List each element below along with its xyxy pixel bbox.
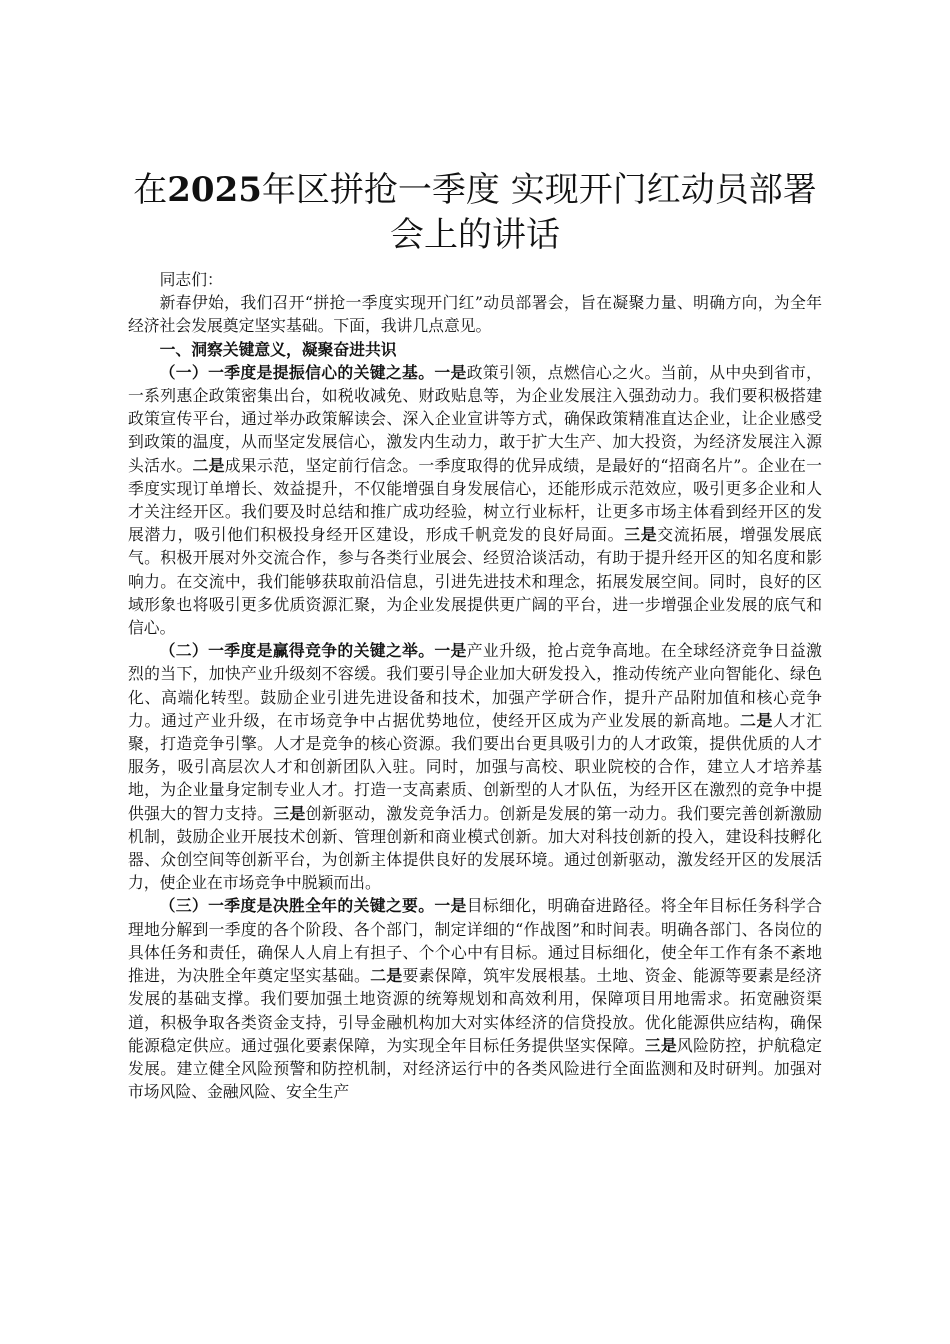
point-lead: 三是 <box>273 803 306 823</box>
point-lead: 一是 <box>434 896 467 916</box>
point-lead: 二是 <box>192 455 225 475</box>
document-page <box>128 168 822 1103</box>
subsection-heading: （二）一季度是赢得竞争的关键之举。 <box>159 641 435 661</box>
point-text: 产业升级，抢占竞争高地。在全球经济竞争日益激烈的当下，加快产业升级刻不容缓。我们要引导企业加大研发投入，推动传统产业向智能化、绿色化、高端化转型。鼓励企业引进先进设备和技术，加强产学研合作，提升产品附加值和核心竞争力。通过产业升级，在市场竞争中占据优势地位，使经开区成为产业发展的新高地。 <box>128 641 822 730</box>
point-lead: 三是 <box>644 1035 677 1055</box>
document-title <box>128 168 822 258</box>
point-text: 风险防控，护航稳定发展。建立健全风险预警和防控机制，对经济运行中的各类风险进行全面监测和及时研判。加强对市场风险、金融风险、安全生产 <box>128 1035 822 1102</box>
subsection-2-paragraph <box>128 639 822 894</box>
section-heading: 一、洞察关键意义，凝聚奋进共识 <box>159 339 397 359</box>
point-lead: 一是 <box>434 362 467 382</box>
point-text: 目标细化，明确奋进路径。将全年目标任务科学合理地分解到一季度的各个阶段、各个部门，制定详细的“作战图”和时间表。明确各部门、各岗位的具体任务和责任，确保人人肩上有担子、个个心中有目标。通过目标细化，使全年工作有条不紊地推进，为决胜全年奠定坚实基础。 <box>128 896 822 986</box>
point-lead: 二是 <box>370 966 403 986</box>
salutation: 同志们： <box>159 270 223 289</box>
point-text: 创新驱动，激发竞争活力。创新是发展的第一动力。我们要完善创新激励机制，鼓励企业开展技术创新、管理创新和商业模式创新。加大对科技创新的投入，建设科技孵化器、众创空间等创新平台，为创新主体提供良好的发展环境。通过创新驱动，激发经开区的发展活力，使企业在市场竞争中脱颖而出。 <box>128 803 822 893</box>
title-year: 2025 <box>167 170 262 210</box>
title-suffix: 年区拼抢一季度 实现开门红动员部署会上的讲话 <box>261 170 817 255</box>
point-lead: 三是 <box>624 525 658 545</box>
document-body <box>128 268 822 1103</box>
point-lead: 一是 <box>434 641 467 661</box>
point-text: 交流拓展，增强发展底气。积极开展对外交流合作，参与各类行业展会、经贸洽谈活动，有助于提升经开区的知名度和影响力。在交流中，我们能够获取前沿信息，引进先进技术和理念，拓展发展空间。同时，良好的区域形象也将吸引更多优质资源汇聚，为企业发展提供更广阔的平台，进一步增强企业发展的底气和信心。 <box>128 525 822 638</box>
subsection-heading: （一）一季度是提振信心的关键之基。 <box>159 362 435 382</box>
point-text: 政策引领，点燃信心之火。当前，从中央到省市，一系列惠企政策密集出台，如税收减免、财政贴息等，为企业发展注入强劲动力。我们要积极搭建政策宣传平台，通过举办政策解读会、深入企业宣讲等方式，确保政策精准直达企业，让企业感受到政策的温度，从而坚定发展信心，激发内生动力，敢于扩大生产、加大投资，为经济发展注入源头活水。 <box>128 362 822 475</box>
point-text: 成果示范，坚定前行信念。一季度取得的优异成绩，是最好的“招商名片”。企业在一季度实现订单增长、效益提升，不仅能增强自身发展信心，还能形成示范效应，吸引更多企业和人才关注经开区。我们要及时总结和推广成功经验，树立行业标杆，让更多市场主体看到经开区的发展潜力，吸引他们积极投身经开区建设，形成千帆竞发的良好局面。 <box>128 455 822 545</box>
point-lead: 二是 <box>740 710 774 730</box>
intro-paragraph: 新春伊始，我们召开“拼抢一季度实现开门红”动员部署会，旨在凝聚力量、明确方向，为全年经济社会发展奠定坚实基础。下面，我讲几点意见。 <box>128 293 822 336</box>
subsection-heading: （三）一季度是决胜全年的关键之要。 <box>159 896 435 916</box>
subsection-1-paragraph <box>128 361 822 639</box>
title-prefix: 在 <box>133 170 168 210</box>
subsection-3-paragraph <box>128 894 822 1103</box>
point-text: 人才汇聚，打造竞争引擎。人才是竞争的核心资源。我们要出台更具吸引力的人才政策，提供优质的人才服务，吸引高层次人才和创新团队入驻。同时，加强与高校、职业院校的合作，建立人才培养基地，为企业量身定制专业人才。打造一支高素质、创新型的人才队伍，为经开区在激烈的竞争中提供强大的智力支持。 <box>128 710 822 823</box>
point-text: 要素保障，筑牢发展根基。土地、资金、能源等要素是经济发展的基础支撑。我们要加强土地资源的统筹规划和高效利用，保障项目用地需求。拓宽融资渠道，积极争取各类资金支持，引导金融机构加大对实体经济的信贷投放。优化能源供应结构，确保能源稳定供应。通过强化要素保障，为实现全年目标任务提供坚实保障。 <box>128 966 822 1055</box>
